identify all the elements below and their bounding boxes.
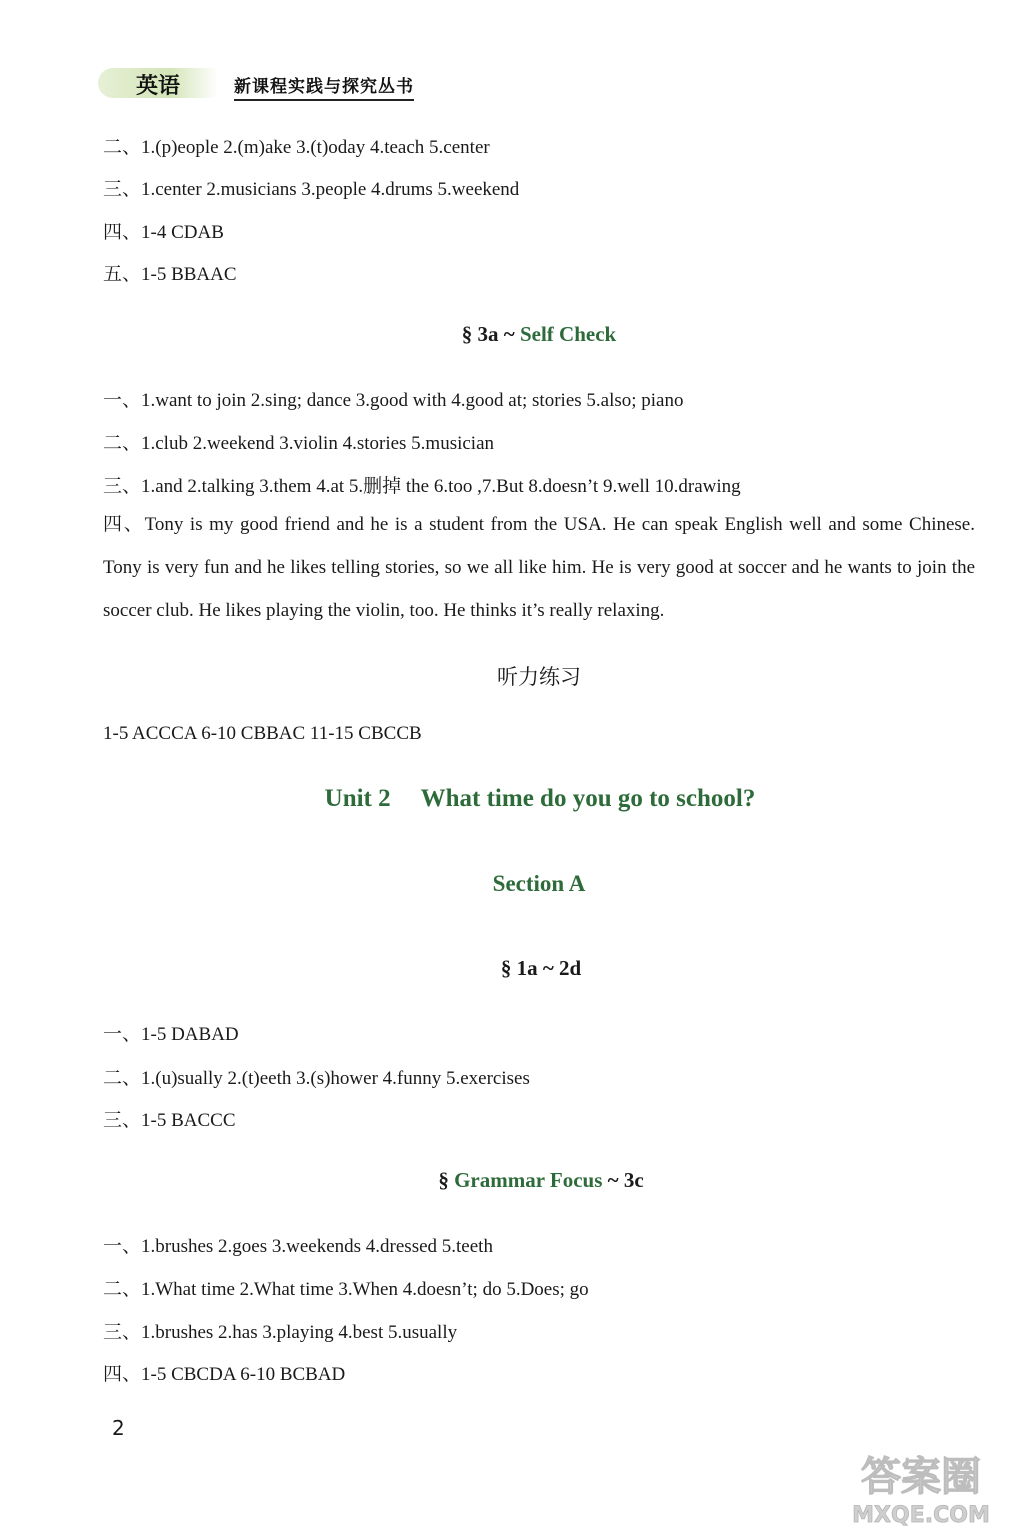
answer-line: 四、1-5 CBCDA 6-10 BCBAD (103, 1364, 346, 1385)
listening-answers: 1-5 ACCCA 6-10 CBBAC 11-15 CBCCB (103, 723, 422, 744)
heading-symbol: § (438, 1168, 455, 1192)
subject-label: 英语 (136, 74, 181, 99)
answer-line: 三、1.center 2.musicians 3.people 4.drums 5.weekend (103, 179, 520, 200)
listening-title: 听力练习 (497, 665, 581, 689)
answer-line: 二、1.What time 2.What time 3.When 4.doesn’t; do 5.Does; go (103, 1279, 589, 1300)
heading-title: Self Check (519, 322, 617, 346)
answer-line: 一、1.brushes 2.goes 3.weekends 4.dressed 5.teeth (103, 1236, 493, 1257)
unit-title (0, 785, 1019, 813)
writing-answer-paragraph: 四、Tony is my good friend and he is a student from the USA. He can speak English well and some Chinese. Tony is very fun and he likes telling stories, so we all like him. He is very good at soccer and he wants to join the soccer club. He likes playing the violin, too. He thinks it’s really relaxing. (103, 514, 975, 621)
answer-line: 三、1.brushes 2.has 3.playing 4.best 5.usually (103, 1322, 458, 1343)
answer-line: 三、1.and 2.talking 3.them 4.at 5.删掉 the 6.too ,7.But 8.doesn’t 9.well 10.drawing (103, 476, 741, 497)
answer-line: 二、1.(u)sually 2.(t)eeth 3.(s)hower 4.funny 5.exercises (103, 1068, 530, 1089)
answer-line: 二、1.(p)eople 2.(m)ake 3.(t)oday 4.teach 5.center (103, 137, 490, 158)
running-header (98, 66, 438, 102)
watermark-logo (831, 1438, 1011, 1528)
answer-line: 五、1-5 BBAAC (103, 264, 237, 285)
subsection-heading-1a-2d: § 1a ~ 2d (500, 956, 582, 980)
heading-title: Grammar Focus (454, 1168, 603, 1192)
watermark-url: MXQE.COM (852, 1503, 990, 1528)
section-heading-self-check (0, 322, 1019, 347)
page-number: 2 (112, 1416, 125, 1440)
subsection-heading-grammar-focus (0, 1168, 1019, 1193)
watermark-text: 答案圈 (861, 1454, 981, 1500)
heading-suffix: ~ 3c (602, 1168, 644, 1192)
answer-line: 三、1-5 BACCC (103, 1110, 236, 1131)
section-title: Section A (492, 871, 586, 896)
answer-line: 四、1-4 CDAB (103, 222, 224, 243)
answer-line: 一、1.want to join 2.sing; dance 3.good with 4.good at; stories 5.also; piano (103, 390, 684, 411)
answer-line: 二、1.club 2.weekend 3.violin 4.stories 5.musician (103, 433, 495, 454)
answer-line: 一、1-5 DABAD (103, 1024, 239, 1045)
unit-question: What time do you go to school? (420, 785, 756, 812)
series-title: 新课程实践与探究丛书 (234, 72, 414, 101)
unit-number: Unit 2 (324, 785, 391, 812)
heading-symbol: § 3a ~ (461, 322, 520, 346)
